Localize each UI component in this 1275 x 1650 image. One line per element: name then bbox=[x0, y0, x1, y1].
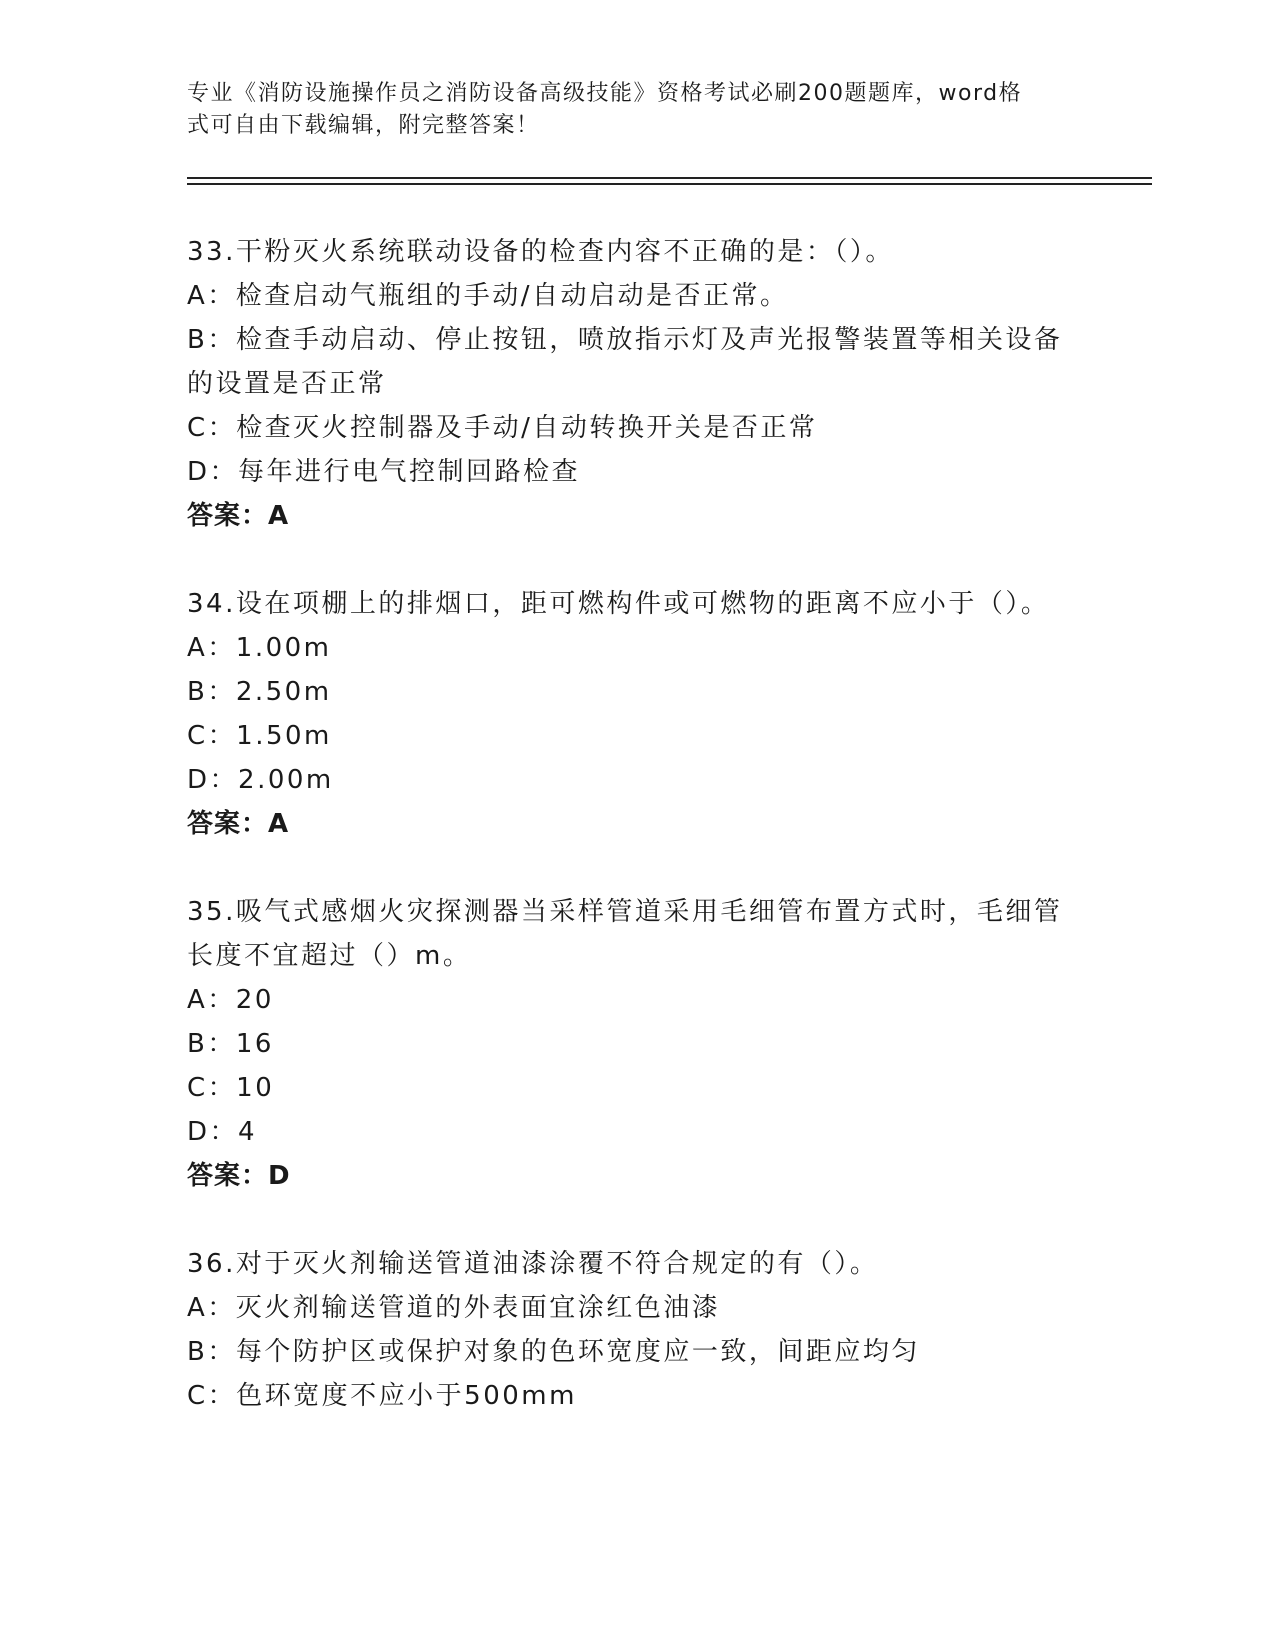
question-34-option-a: A：1.00m bbox=[187, 633, 332, 663]
question-33-option-a: A：检查启动气瓶组的手动/自动启动是否正常。 bbox=[187, 281, 789, 311]
question-34-option-d: D：2.00m bbox=[187, 765, 334, 795]
question-34-answer: 答案：A bbox=[187, 809, 290, 839]
question-36-stem: 36.对于灭火剂输送管道油漆涂覆不符合规定的有（）。 bbox=[187, 1249, 879, 1279]
question-35-stem: 35.吸气式感烟火灾探测器当采样管道采用毛细管布置方式时，毛细管 bbox=[187, 897, 1063, 927]
document-header bbox=[187, 78, 1067, 142]
question-34-option-c: C：1.50m bbox=[187, 721, 332, 751]
question-35-answer: 答案：D bbox=[187, 1161, 291, 1191]
header-line-2: 式可自由下载编辑，附完整答案！ bbox=[187, 113, 540, 138]
header-divider-top bbox=[187, 177, 1152, 179]
question-34-stem: 34.设在项棚上的排烟口，距可燃构件或可燃物的距离不应小于（）。 bbox=[187, 589, 1050, 619]
question-34-option-b: B：2.50m bbox=[187, 677, 332, 707]
question-33-option-c: C：检查灭火控制器及手动/自动转换开关是否正常 bbox=[187, 413, 818, 443]
question-36-option-a: A：灭火剂输送管道的外表面宜涂红色油漆 bbox=[187, 1293, 721, 1323]
question-35-option-b: B：16 bbox=[187, 1029, 274, 1059]
question-36-option-b: B：每个防护区或保护对象的色环宽度应一致，间距应均匀 bbox=[187, 1337, 920, 1367]
question-33-answer: 答案：A bbox=[187, 501, 290, 531]
question-35-option-a: A：20 bbox=[187, 985, 274, 1015]
header-divider-bottom bbox=[187, 183, 1152, 185]
question-35-stem-cont: 长度不宜超过（）m。 bbox=[187, 941, 472, 971]
header-line-1: 专业《消防设施操作员之消防设备高级技能》资格考试必刷200题题库，word格 bbox=[187, 81, 1023, 106]
question-33-option-b-cont: 的设置是否正常 bbox=[187, 369, 387, 399]
question-35-option-c: C：10 bbox=[187, 1073, 275, 1103]
question-35-option-d: D：4 bbox=[187, 1117, 258, 1147]
question-33-option-b: B：检查手动启动、停止按钮，喷放指示灯及声光报警装置等相关设备 bbox=[187, 325, 1063, 355]
question-33-stem: 33.干粉灭火系统联动设备的检查内容不正确的是：（）。 bbox=[187, 237, 894, 267]
question-33-option-d: D：每年进行电气控制回路检查 bbox=[187, 457, 581, 487]
question-36-option-c: C：色环宽度不应小于500mm bbox=[187, 1381, 577, 1411]
